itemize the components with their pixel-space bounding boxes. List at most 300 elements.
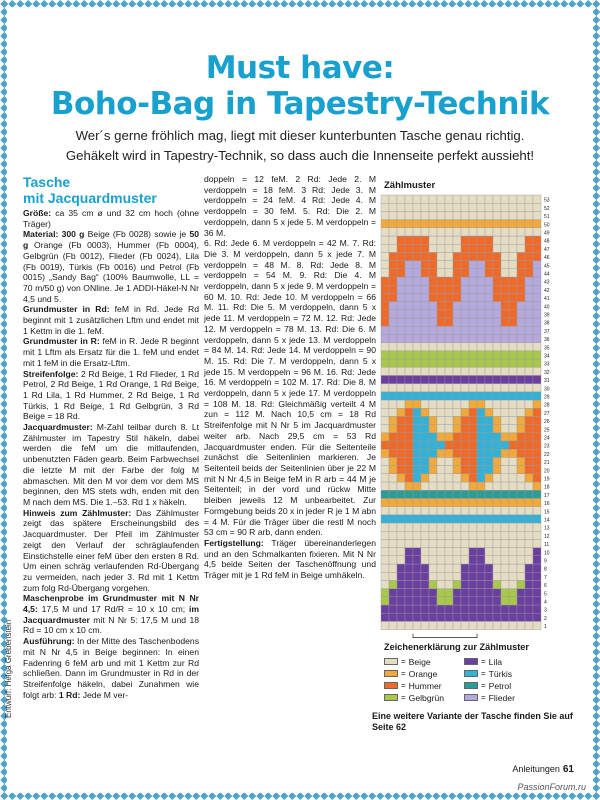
stitch-cell (389, 597, 397, 605)
stitch-cell (533, 326, 541, 334)
stitch-cell (485, 449, 493, 457)
stitch-cell (525, 449, 533, 457)
stitch-cell (461, 449, 469, 457)
legend-grid (384, 657, 564, 702)
stitch-cell (429, 507, 437, 515)
stitch-cell (389, 400, 397, 408)
stitch-cell (501, 277, 509, 285)
legend (384, 642, 564, 702)
stitch-cell (517, 318, 525, 326)
stitch-cell (533, 580, 541, 588)
stitch-cell (525, 293, 533, 301)
stitch-cell (525, 490, 533, 498)
stitch-cell (477, 277, 485, 285)
stitch-cell (525, 515, 533, 523)
stitch-cell (429, 408, 437, 416)
stitch-cell (469, 384, 477, 392)
stitch-cell (493, 613, 501, 621)
stitch-cell (477, 326, 485, 334)
stitch-cell (533, 343, 541, 351)
stitch-cell (389, 449, 397, 457)
stitch-cell (453, 474, 461, 482)
stitch-cell (533, 310, 541, 318)
stitch-cell (509, 293, 517, 301)
stitch-cell (509, 384, 517, 392)
stitch-cell (437, 400, 445, 408)
stitch-cell (413, 498, 421, 506)
stitch-cell (389, 277, 397, 285)
stitch-cell (389, 228, 397, 236)
legend-equals: = (401, 657, 406, 666)
stitch-cell (429, 269, 437, 277)
row-number: 46 (544, 255, 550, 262)
stitch-cell (477, 474, 485, 482)
text-maschenprobe-2: mit N Nr 5: 17,5 M und 18 Rd = 10 cm x 10 cm. (23, 614, 199, 636)
stitch-cell (381, 572, 389, 580)
stitch-cell (413, 474, 421, 482)
stitch-cell (437, 621, 445, 629)
stitch-cell (421, 367, 429, 375)
stitch-cell (445, 457, 453, 465)
paragraph-rounds-1: doppeln = 12 feM. 2 Rd: Jede 2. M verdoppeln = 18 feM. 3 Rd: Jede 3. M verdoppeln = 24 feM. 4 Rd: Jede 4. M verdoppeln = 30 feM. 5. Rd: Die 2. M verdoppeln, dann 5 x jede 5. M verdoppeln = 36 M. (204, 174, 376, 238)
stitch-cell (493, 441, 501, 449)
stitch-cell (533, 367, 541, 375)
legend-swatch (464, 694, 478, 701)
stitch-cell (501, 482, 509, 490)
stitch-cell (509, 261, 517, 269)
stitch-cell (413, 302, 421, 310)
stitch-cell (397, 416, 405, 424)
stitch-cell (493, 293, 501, 301)
stitch-cell (405, 318, 413, 326)
stitch-cell (421, 408, 429, 416)
stitch-cell (501, 334, 509, 342)
row-number: 37 (544, 328, 550, 335)
stitch-cell (493, 523, 501, 531)
row-number: 20 (544, 468, 550, 475)
stitch-cell (405, 343, 413, 351)
stitch-cell (445, 343, 453, 351)
label-maschenprobe: Maschenprobe im Grundmuster mit N Nr 4,5: (23, 593, 199, 615)
stitch-cell (405, 441, 413, 449)
stitch-cell (477, 416, 485, 424)
stitch-cell (501, 416, 509, 424)
stitch-cell (509, 621, 517, 629)
stitch-cell (477, 531, 485, 539)
stitch-cell (405, 425, 413, 433)
stitch-cell (469, 548, 477, 556)
stitch-cell (445, 523, 453, 531)
intro-line-2: Gehäkelt wird in Tapestry-Technik, so dass auch die Innenseite perfekt aussieht! (65, 148, 535, 163)
stitch-cell (413, 367, 421, 375)
stitch-cell (437, 523, 445, 531)
stitch-cell (493, 359, 501, 367)
stitch-cell (405, 572, 413, 580)
stitch-cell (469, 285, 477, 293)
stitch-cell (397, 597, 405, 605)
stitch-cell (477, 613, 485, 621)
legend-label: Gelbgrün (408, 692, 445, 703)
stitch-cell (381, 539, 389, 547)
stitch-cell (405, 228, 413, 236)
stitch-cell (421, 605, 429, 613)
stitch-cell (485, 572, 493, 580)
stitch-cell (453, 392, 461, 400)
stitch-cell (397, 269, 405, 277)
stitch-cell (453, 449, 461, 457)
stitch-cell (413, 261, 421, 269)
stitch-cell (437, 384, 445, 392)
stitch-cell (389, 572, 397, 580)
stitch-cell (501, 498, 509, 506)
stitch-cell (397, 621, 405, 629)
row-number: 29 (544, 394, 550, 401)
stitch-cell (485, 416, 493, 424)
stitch-cell (381, 220, 389, 228)
stitch-cell (525, 351, 533, 359)
label-fertig: Fertigstellung: (204, 537, 264, 548)
stitch-cell (525, 580, 533, 588)
stitch-cell (477, 466, 485, 474)
stitch-cell (381, 228, 389, 236)
stitch-cell (453, 269, 461, 277)
stitch-cell (437, 498, 445, 506)
stitch-cell (413, 572, 421, 580)
stitch-cell (485, 498, 493, 506)
stitch-cell (429, 433, 437, 441)
stitch-cell (437, 261, 445, 269)
row-number: 3 (544, 607, 547, 614)
row-number: 50 (544, 222, 550, 229)
stitch-cell (405, 482, 413, 490)
stitch-cell (493, 400, 501, 408)
stitch-cell (509, 310, 517, 318)
stitch-cell (405, 367, 413, 375)
stitch-cell (397, 564, 405, 572)
stitch-cell (501, 244, 509, 252)
stitch-cell (405, 375, 413, 383)
stitch-cell (469, 482, 477, 490)
stitch-cell (429, 515, 437, 523)
stitch-cell (493, 539, 501, 547)
stitch-cell (485, 236, 493, 244)
stitch-cell (413, 220, 421, 228)
stitch-cell (413, 236, 421, 244)
stitch-cell (437, 195, 445, 203)
stitch-cell (437, 367, 445, 375)
stitch-cell (437, 515, 445, 523)
paragraph-grund-r (23, 336, 199, 368)
stitch-cell (421, 261, 429, 269)
stitch-cell (453, 236, 461, 244)
stitch-cell (533, 211, 541, 219)
stitch-cell (445, 302, 453, 310)
stitch-cell (501, 621, 509, 629)
stitch-cell (405, 244, 413, 252)
row-number: 35 (544, 345, 550, 352)
stitch-cell (453, 277, 461, 285)
stitch-cell (429, 621, 437, 629)
stitch-cell (477, 351, 485, 359)
stitch-cell (445, 228, 453, 236)
text-ausfuehrung: In der Mitte des Taschenbodens mit N Nr 4,5 in Beige beginnen: In einen Fadenring 6 feM arb und mit 1 Kettm zur Rd schließen. Dann im Grundmuster in Rd in der Streifenfolge häkeln, dabei Zunahmen wie folgt arb: (23, 636, 199, 700)
stitch-cell (525, 244, 533, 252)
stitch-cell (477, 228, 485, 236)
stitch-cell (437, 539, 445, 547)
row-number: 34 (544, 353, 550, 360)
stitch-cell (469, 252, 477, 260)
stitch-cell (437, 408, 445, 416)
stitch-cell (485, 490, 493, 498)
stitch-cell (509, 351, 517, 359)
label-material: Material: 300 g (23, 229, 85, 240)
stitch-cell (493, 589, 501, 597)
stitch-cell (397, 326, 405, 334)
stitch-cell (501, 326, 509, 334)
stitch-cell (493, 203, 501, 211)
stitch-cell (445, 564, 453, 572)
stitch-cell (461, 523, 469, 531)
stitch-cell (413, 384, 421, 392)
stitch-cell (405, 498, 413, 506)
stitch-cell (421, 449, 429, 457)
stitch-cell (461, 498, 469, 506)
stitch-cell (517, 466, 525, 474)
stitch-cell (421, 244, 429, 252)
stitch-cell (525, 482, 533, 490)
legend-item (384, 669, 464, 678)
stitch-cell (517, 515, 525, 523)
stitch-cell (509, 416, 517, 424)
stitch-cell (397, 236, 405, 244)
stitch-cell (517, 498, 525, 506)
stitch-cell (389, 269, 397, 277)
stitch-cell (501, 400, 509, 408)
stitch-cell (413, 556, 421, 564)
row-number: 48 (544, 238, 550, 245)
stitch-cell (445, 318, 453, 326)
stitch-cell (525, 531, 533, 539)
stitch-cell (485, 392, 493, 400)
stitch-cell (437, 482, 445, 490)
stitch-cell (501, 211, 509, 219)
stitch-cell (413, 334, 421, 342)
row-number: 27 (544, 410, 550, 417)
row-number: 9 (544, 558, 547, 565)
stitch-cell (533, 408, 541, 416)
stitch-cell (389, 384, 397, 392)
paragraph-streifen (23, 369, 199, 423)
stitch-cell (445, 277, 453, 285)
stitch-cell (389, 367, 397, 375)
stitch-cell (461, 408, 469, 416)
stitch-cell (389, 498, 397, 506)
stitch-cell (525, 416, 533, 424)
row-number: 15 (544, 509, 550, 516)
legend-label: Beige (408, 656, 431, 667)
stitch-cell (501, 310, 509, 318)
stitch-cell (477, 515, 485, 523)
stitch-cell (469, 605, 477, 613)
title-line-2: Boho-Bag in Tapestry-Technik (50, 86, 550, 122)
stitch-cell (437, 433, 445, 441)
stitch-cell (477, 195, 485, 203)
stitch-cell (389, 425, 397, 433)
stitch-cell (517, 310, 525, 318)
stitch-cell (445, 384, 453, 392)
row-number: 53 (544, 197, 550, 204)
stitch-cell (485, 523, 493, 531)
label-grund-rd: Grundmuster in Rd: (23, 304, 110, 315)
stitch-cell (477, 425, 485, 433)
stitch-cell (501, 384, 509, 392)
stitch-cell (509, 564, 517, 572)
stitch-cell (461, 293, 469, 301)
stitch-cell (493, 252, 501, 260)
stitch-cell (509, 449, 517, 457)
stitch-cell (429, 474, 437, 482)
stitch-cell (445, 334, 453, 342)
stitch-cell (469, 408, 477, 416)
stitch-cell (405, 293, 413, 301)
stitch-cell (397, 482, 405, 490)
stitch-cell (469, 203, 477, 211)
stitch-cell (445, 474, 453, 482)
stitch-cell (397, 457, 405, 465)
stitch-cell (493, 474, 501, 482)
stitch-cell (533, 572, 541, 580)
stitch-cell (533, 556, 541, 564)
stitch-cell (525, 400, 533, 408)
stitch-cell (381, 449, 389, 457)
stitch-cell (429, 310, 437, 318)
intro-line-1: Wer´s gerne fröhlich mag, liegt mit dieser kunterbunten Tasche genau richtig. (75, 128, 525, 143)
stitch-cell (413, 589, 421, 597)
stitch-cell (493, 367, 501, 375)
stitch-cell (437, 326, 445, 334)
stitch-cell (381, 252, 389, 260)
stitch-cell (477, 367, 485, 375)
stitch-cell (469, 293, 477, 301)
stitch-cell (461, 228, 469, 236)
stitch-cell (453, 351, 461, 359)
stitch-cell (405, 195, 413, 203)
stitch-cell (421, 416, 429, 424)
stitch-cell (533, 425, 541, 433)
stitch-cell (397, 228, 405, 236)
stitch-cell (469, 490, 477, 498)
stitch-cell (445, 548, 453, 556)
stitch-cell (485, 589, 493, 597)
stitch-cell (381, 425, 389, 433)
stitch-cell (469, 318, 477, 326)
row-number: 22 (544, 451, 550, 458)
stitch-cell (453, 597, 461, 605)
stitch-cell (413, 228, 421, 236)
stitch-cell (485, 277, 493, 285)
stitch-cell (485, 351, 493, 359)
stitch-cell (413, 490, 421, 498)
stitch-cell (413, 400, 421, 408)
stitch-cell (485, 367, 493, 375)
stitch-cell (501, 343, 509, 351)
stitch-cell (461, 277, 469, 285)
stitch-cell (533, 515, 541, 523)
stitch-cell (437, 548, 445, 556)
stitch-cell (469, 531, 477, 539)
label-groesse: Größe: (23, 208, 52, 218)
stitch-cell (517, 326, 525, 334)
stitch-cell (453, 433, 461, 441)
stitch-cell (493, 433, 501, 441)
stitch-cell (493, 482, 501, 490)
stitch-cell (397, 392, 405, 400)
stitch-cell (461, 334, 469, 342)
stitch-cell (421, 523, 429, 531)
stitch-cell (453, 523, 461, 531)
stitch-cell (517, 384, 525, 392)
stitch-cell (517, 375, 525, 383)
stitch-cell (437, 572, 445, 580)
footer-label: Anleitungen (512, 764, 560, 774)
stitch-cell (469, 466, 477, 474)
stitch-cell (525, 359, 533, 367)
row-number: 10 (544, 550, 550, 557)
stitch-cell (501, 515, 509, 523)
stitch-cell (517, 228, 525, 236)
row-number: 42 (544, 287, 550, 294)
stitch-cell (517, 482, 525, 490)
stitch-cell (445, 556, 453, 564)
stitch-cell (389, 457, 397, 465)
stitch-cell (501, 285, 509, 293)
stitch-cell (421, 572, 429, 580)
stitch-cell (469, 556, 477, 564)
stitch-cell (413, 277, 421, 285)
stitch-cell (405, 556, 413, 564)
stitch-cell (445, 326, 453, 334)
stitch-cell (397, 384, 405, 392)
paragraph-material (23, 229, 199, 304)
stitch-cell (533, 277, 541, 285)
legend-equals: = (401, 681, 406, 690)
stitch-cell (389, 613, 397, 621)
stitch-cell (493, 375, 501, 383)
stitch-cell (421, 269, 429, 277)
stitch-cell (421, 326, 429, 334)
row-number: 4 (544, 599, 547, 606)
stitch-cell (445, 269, 453, 277)
stitch-cell (453, 203, 461, 211)
stitch-cell (469, 236, 477, 244)
stitch-cell (413, 244, 421, 252)
stitch-cell (429, 277, 437, 285)
stitch-cell (381, 269, 389, 277)
stitch-cell (437, 580, 445, 588)
stitch-cell (509, 277, 517, 285)
text-column-2 (204, 174, 376, 581)
stitch-cell (445, 203, 453, 211)
stitch-cell (381, 482, 389, 490)
legend-label: Türkis (488, 668, 513, 679)
stitch-cell (397, 277, 405, 285)
stitch-cell (389, 490, 397, 498)
stitch-cell (437, 285, 445, 293)
stitch-cell (397, 261, 405, 269)
stitch-cell (421, 498, 429, 506)
stitch-cell (445, 293, 453, 301)
stitch-cell (405, 285, 413, 293)
